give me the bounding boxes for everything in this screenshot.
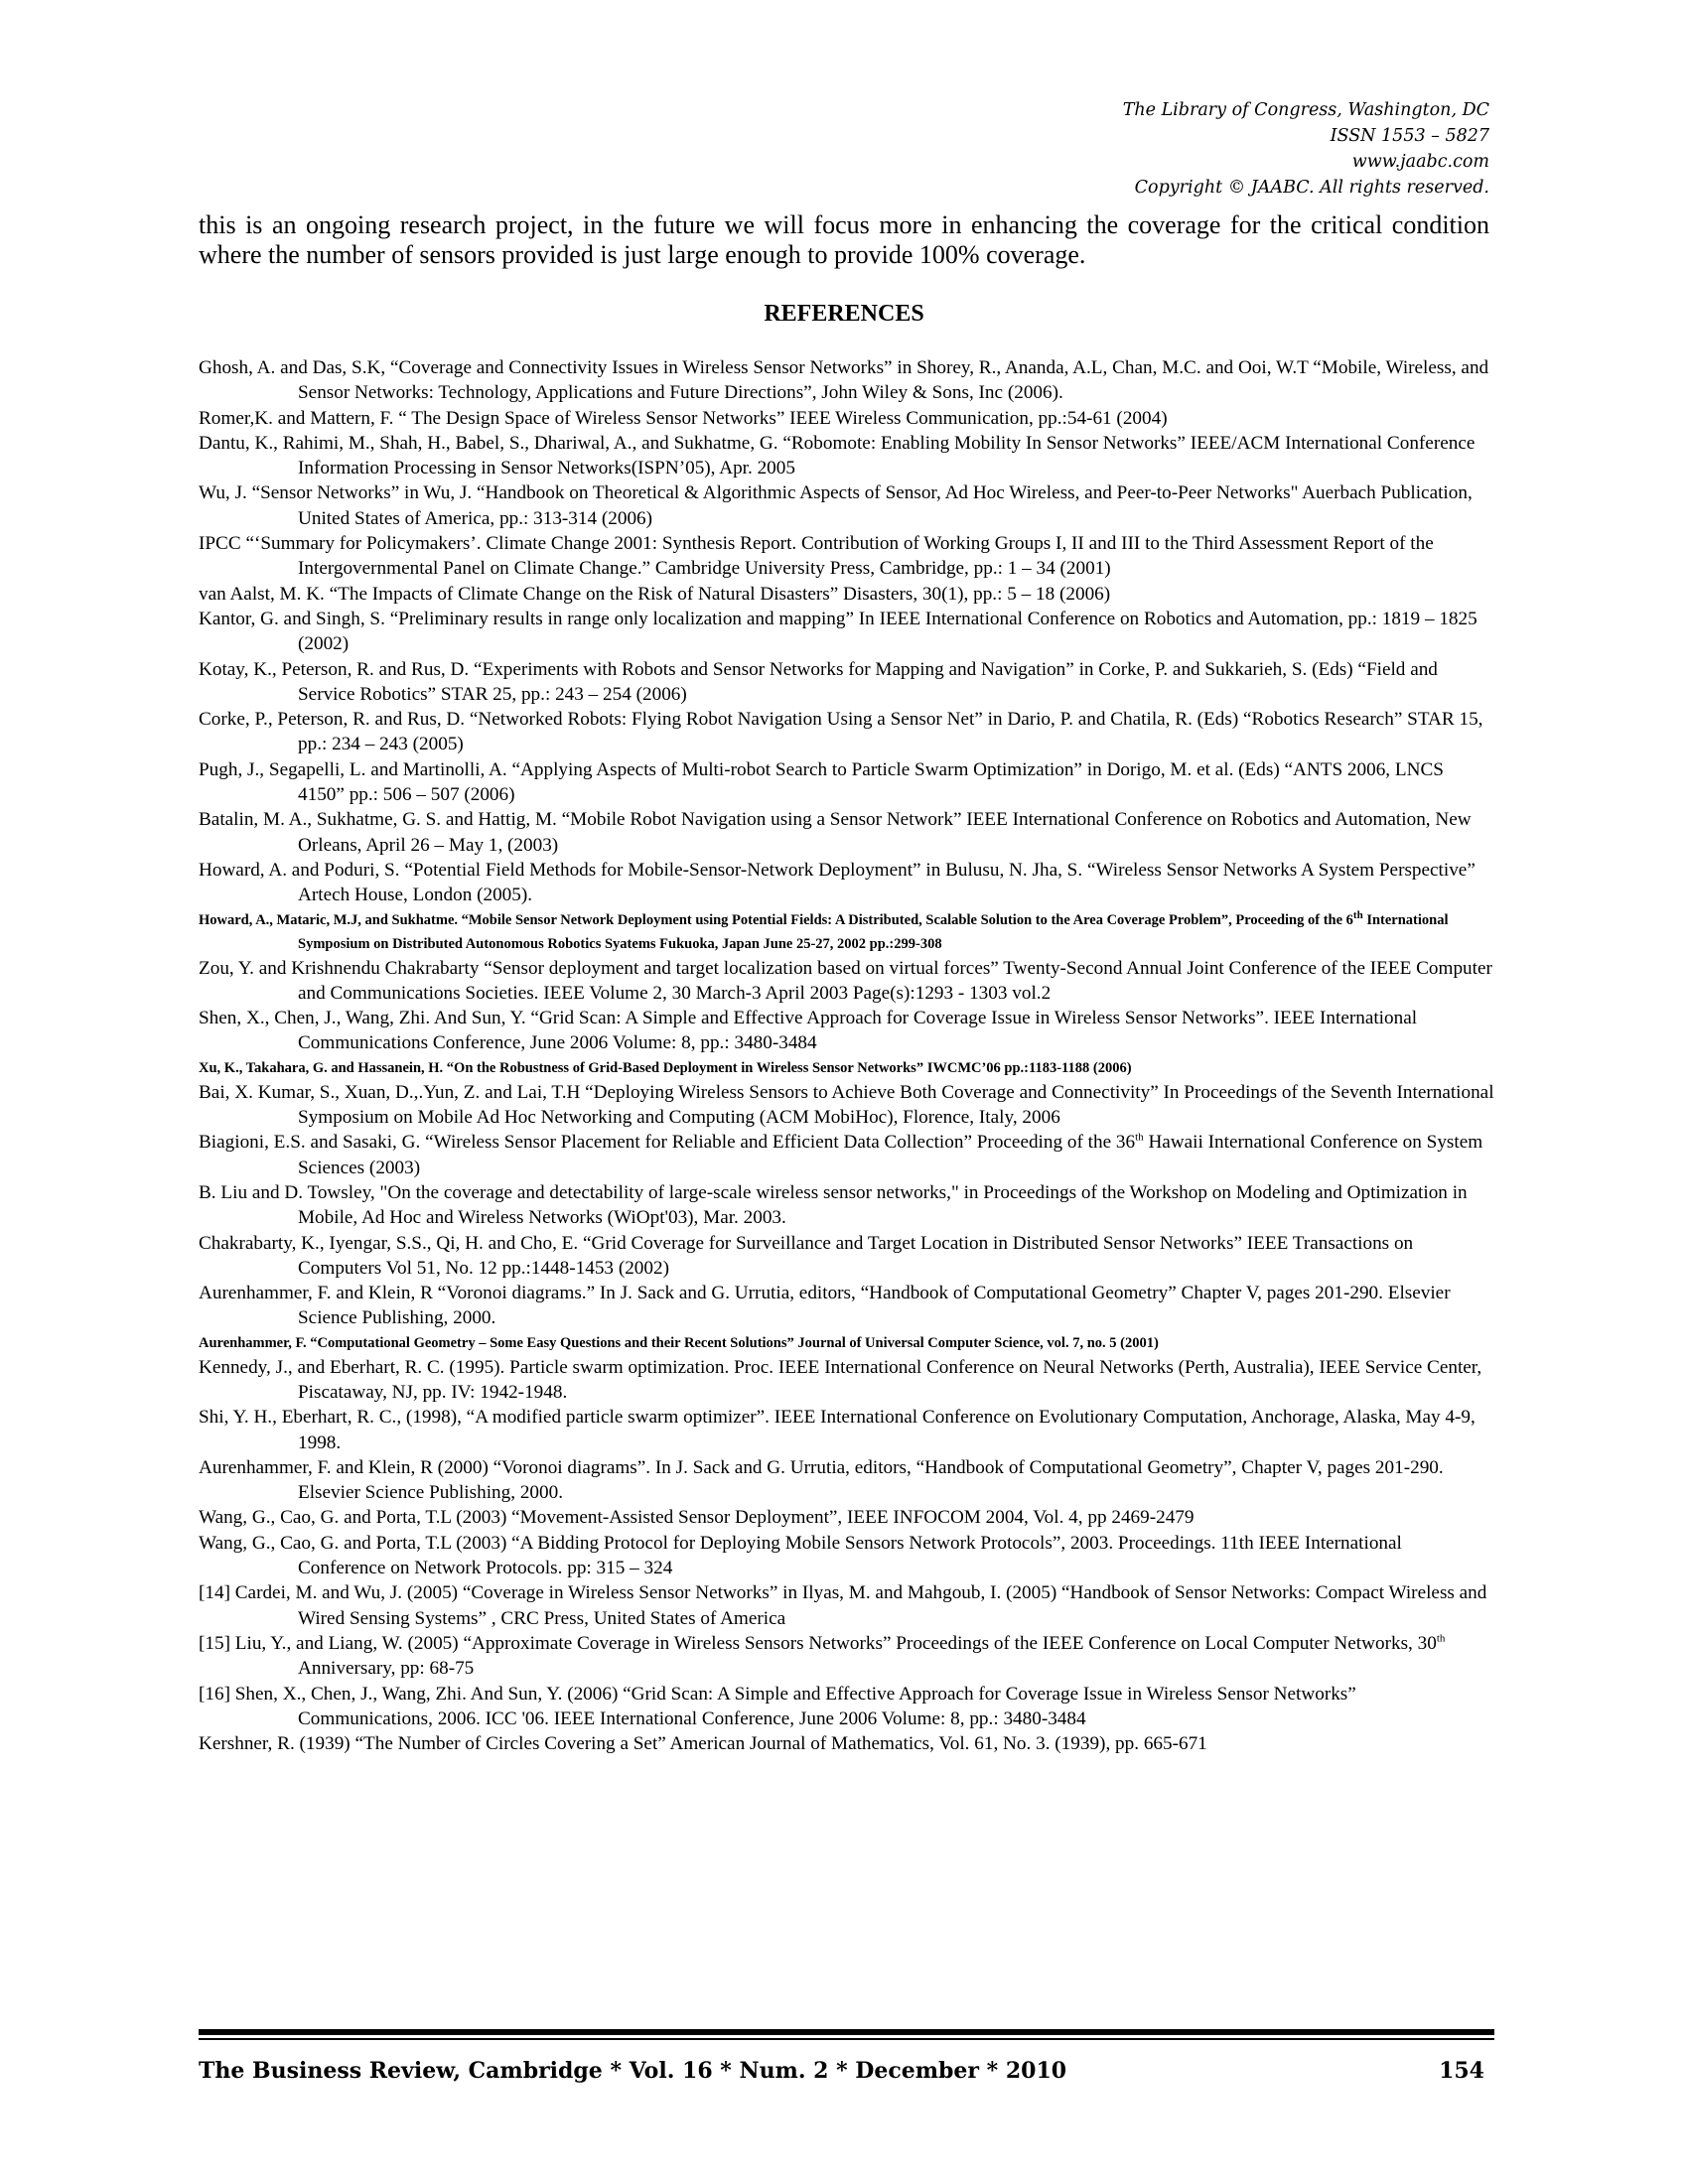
reference-item-small: Aurenhammer, F. “Computational Geometry – Some Easy Questions and their Recent Solutions” Journal of Universal Computer Science, vol. 7, no. 5 (2001) (199, 1334, 1159, 1351)
reference-item: Bai, X. Kumar, S., Xuan, D.,.Yun, Z. and Lai, T.H “Deploying Wireless Sensors to Achieve Both Coverage and Connectivity” In Proceedings of the Seventh International Symposium on Mobile Ad Hoc Networking and Computing (ACM MobiHoc), Florence, Italy, 2006 (199, 1081, 1494, 1129)
reference-item: Wang, G., Cao, G. and Porta, T.L (2003) “A Bidding Protocol for Deploying Mobile Sensors Network Protocols”, 2003. Proceedings. 11th IEEE International Conference on Network Protocols. pp: 315 – 324 (199, 1532, 1402, 1579)
reference-item: Aurenhammer, F. and Klein, R (2000) “Voronoi diagrams”. In J. Sack and G. Urrutia, editors, “Handbook of Computational Geometry”, Chapter V, pages 201-290. Elsevier Science Publishing, 2000. (199, 1456, 1444, 1504)
reference-text: Howard, A., Mataric, M.J, and Sukhatme. “Mobile Sensor Network Deployment using Potential Fields: A Distributed, Scalable Solution to the Area Coverage Problem”, Proceeding of the 6 (199, 911, 1353, 928)
header-website: www.jaabc.com (1351, 152, 1489, 172)
footer-rule-thin (199, 2038, 1494, 2040)
intro-paragraph: this is an ongoing research project, in the future we will focus more in enhancing the coverage for the critical condition where the number of sensors provided is just large enough to provide 100% coverage. (199, 210, 1489, 269)
reference-item-small: Xu, K., Takahara, G. and Hassanein, H. “On the Robustness of Grid-Based Deployment in Wireless Sensor Networks” IWCMC’06 pp.:1183-1188 (2006) (199, 1059, 1132, 1076)
reference-item: Wu, J. “Sensor Networks” in Wu, J. “Handbook on Theoretical & Algorithmic Aspects of Sensor, Ad Hoc Wireless, and Peer-to-Peer Networks" Auerbach Publication, United States of America, pp.: 313-314 (2006) (199, 482, 1473, 529)
superscript: th (1135, 1131, 1144, 1144)
reference-item-small (199, 908, 1494, 956)
reference-item: Zou, Y. and Krishnendu Chakrabarty “Sensor deployment and target localization based on virtual forces” Twenty-Second Annual Joint Conference of the IEEE Computer and Communications Societies. IEEE Volume 2, 30 March-3 April 2003 Page(s):1293 - 1303 vol.2 (199, 957, 1492, 1004)
reference-item: Ghosh, A. and Das, S.K, “Coverage and Connectivity Issues in Wireless Sensor Networks” in Shorey, R., Ananda, A.L, Chan, M.C. and Ooi, W.T “Mobile, Wireless, and Sensor Networks: Technology, Applications and Future Directions”, John Wiley & Sons, Inc (2006). (199, 357, 1489, 404)
reference-item: Wang, G., Cao, G. and Porta, T.L (2003) “Movement-Assisted Sensor Deployment”, IEEE INFOCOM 2004, Vol. 4, pp 2469-2479 (199, 1507, 1195, 1529)
references-list (199, 355, 1494, 1756)
reference-item: van Aalst, M. K. “The Impacts of Climate Change on the Risk of Natural Disasters” Disasters, 30(1), pp.: 5 – 18 (2006) (199, 583, 1111, 605)
reference-item: [16] Shen, X., Chen, J., Wang, Zhi. And Sun, Y. (2006) “Grid Scan: A Simple and Effective Approach for Coverage Issue in Wireless Sensor Networks” Communications, 2006. ICC '06. IEEE International Conference, June 2006 Volume: 8, pp.: 3480-3484 (199, 1683, 1356, 1729)
reference-item: [14] Cardei, M. and Wu, J. (2005) “Coverage in Wireless Sensor Networks” in Ilyas, M. and Mahgoub, I. (2005) “Handbook of Sensor Networks: Compact Wireless and Wired Sensing Systems” , CRC Press, United States of America (199, 1582, 1487, 1629)
header-issn: ISSN 1553 – 5827 (1330, 126, 1489, 146)
reference-item (199, 1631, 1494, 1682)
journal-header (794, 97, 1489, 201)
reference-item: Dantu, K., Rahimi, M., Shah, H., Babel, S., Dhariwal, A., and Sukhatme, G. “Robomote: Enabling Mobility In Sensor Networks” IEEE/ACM International Conference Information Processing in Sensor Networks(ISPN’05), Apr. 2005 (199, 432, 1476, 479)
reference-text: [15] Liu, Y., and Liang, W. (2005) “Approximate Coverage in Wireless Sensors Networks” Proceedings of the IEEE Conference on Local Computer Networks, 30 (199, 1632, 1437, 1654)
reference-text: Anniversary, pp: 68-75 (298, 1658, 475, 1680)
reference-item: Kantor, G. and Singh, S. “Preliminary results in range only localization and mapping” In IEEE International Conference on Robotics and Automation, pp.: 1819 – 1825 (2002) (199, 608, 1477, 655)
reference-text: Biagioni, E.S. and Sasaki, G. “Wireless Sensor Placement for Reliable and Efficient Data Collection” Proceeding of the 36 (199, 1132, 1136, 1154)
reference-item: Corke, P., Peterson, R. and Rus, D. “Networked Robots: Flying Robot Navigation Using a Sensor Net” in Dario, P. and Chatila, R. (Eds) “Robotics Research” STAR 15, pp.: 234 – 243 (2005) (199, 709, 1483, 755)
reference-item: Romer,K. and Mattern, F. “ The Design Space of Wireless Sensor Networks” IEEE Wireless Communication, pp.:54-61 (2004) (199, 407, 1168, 429)
reference-item: Kotay, K., Peterson, R. and Rus, D. “Experiments with Robots and Sensor Networks for Mapping and Navigation” in Corke, P. and Sukkarieh, S. (Eds) “Field and Service Robotics” STAR 25, pp.: 243 – 254 (2006) (199, 658, 1438, 705)
header-copyright: Copyright © JAABC. All rights reserved. (1134, 178, 1489, 198)
header-library: The Library of Congress, Washington, DC (1122, 100, 1489, 120)
reference-item: IPCC “‘Summary for Policymakers’. Climate Change 2001: Synthesis Report. Contribution of Working Groups I, II and III to the Third Assessment Report of the Intergovernmental Panel on Climate Change.” Cambridge University Press, Cambridge, pp.: 1 – 34 (2001) (199, 533, 1434, 580)
reference-item: Howard, A. and Poduri, S. “Potential Field Methods for Mobile-Sensor-Network Deployment” in Bulusu, N. Jha, S. “Wireless Sensor Networks A System Perspective” Artech House, London (2005). (199, 859, 1476, 906)
reference-item: B. Liu and D. Towsley, "On the coverage and detectability of large-scale wireless sensor networks," in Proceedings of the Workshop on Modeling and Optimization in Mobile, Ad Hoc and Wireless Networks (WiOpt'03), Mar. 2003. (199, 1181, 1468, 1229)
superscript: th (1436, 1632, 1446, 1645)
references-heading: REFERENCES (764, 301, 924, 327)
superscript: th (1352, 908, 1363, 921)
reference-item: Chakrabarty, K., Iyengar, S.S., Qi, H. and Cho, E. “Grid Coverage for Surveillance and Target Location in Distributed Sensor Networks” IEEE Transactions on Computers Vol 51, No. 12 pp.:1448-1453 (2002) (199, 1232, 1414, 1279)
reference-item: Shi, Y. H., Eberhart, R. C., (1998), “A modified particle swarm optimizer”. IEEE International Conference on Evolutionary Computation, Anchorage, Alaska, May 4-9, 1998. (199, 1407, 1476, 1453)
reference-item: Pugh, J., Segapelli, L. and Martinolli, A. “Applying Aspects of Multi-robot Search to Particle Swarm Optimization” in Dorigo, M. et al. (Eds) “ANTS 2006, LNCS 4150” pp.: 506 – 507 (2006) (199, 758, 1444, 806)
reference-item: Aurenhammer, F. and Klein, R “Voronoi diagrams.” In J. Sack and G. Urrutia, editors, “Handbook of Computational Geometry” Chapter V, pages 201-290. Elsevier Science Publishing, 2000. (199, 1283, 1451, 1329)
reference-item (199, 1130, 1494, 1180)
reference-text: Hawaii International Conference on System Sciences (2003) (298, 1132, 1483, 1178)
reference-item: Kennedy, J., and Eberhart, R. C. (1995). Particle swarm optimization. Proc. IEEE International Conference on Neural Networks (Perth, Australia), IEEE Service Center, Piscataway, NJ, pp. IV: 1942-1948. (199, 1356, 1482, 1403)
page-number: 154 (1439, 2058, 1484, 2084)
footer-journal: The Business Review, Cambridge * Vol. 16 * Num. 2 * December * 2010 (199, 2058, 1067, 2084)
reference-item: Shen, X., Chen, J., Wang, Zhi. And Sun, Y. “Grid Scan: A Simple and Effective Approach for Coverage Issue in Wireless Sensor Networks”. IEEE International Communications Conference, June 2006 Volume: 8, pp.: 3480-3484 (199, 1008, 1418, 1054)
reference-item: Batalin, M. A., Sukhatme, G. S. and Hattig, M. “Mobile Robot Navigation using a Sensor Network” IEEE International Conference on Robotics and Automation, New Orleans, April 26 – May 1, (2003) (199, 809, 1472, 856)
reference-item: Kershner, R. (1939) “The Number of Circles Covering a Set” American Journal of Mathematics, Vol. 61, No. 3. (1939), pp. 665-671 (199, 1733, 1207, 1755)
reference-text: International Symposium on Distributed Autonomous Robotics Syatems Fukuoka, Japan June 25-27, 2002 pp.:299-308 (298, 911, 1449, 952)
footer-rule (199, 2029, 1494, 2035)
